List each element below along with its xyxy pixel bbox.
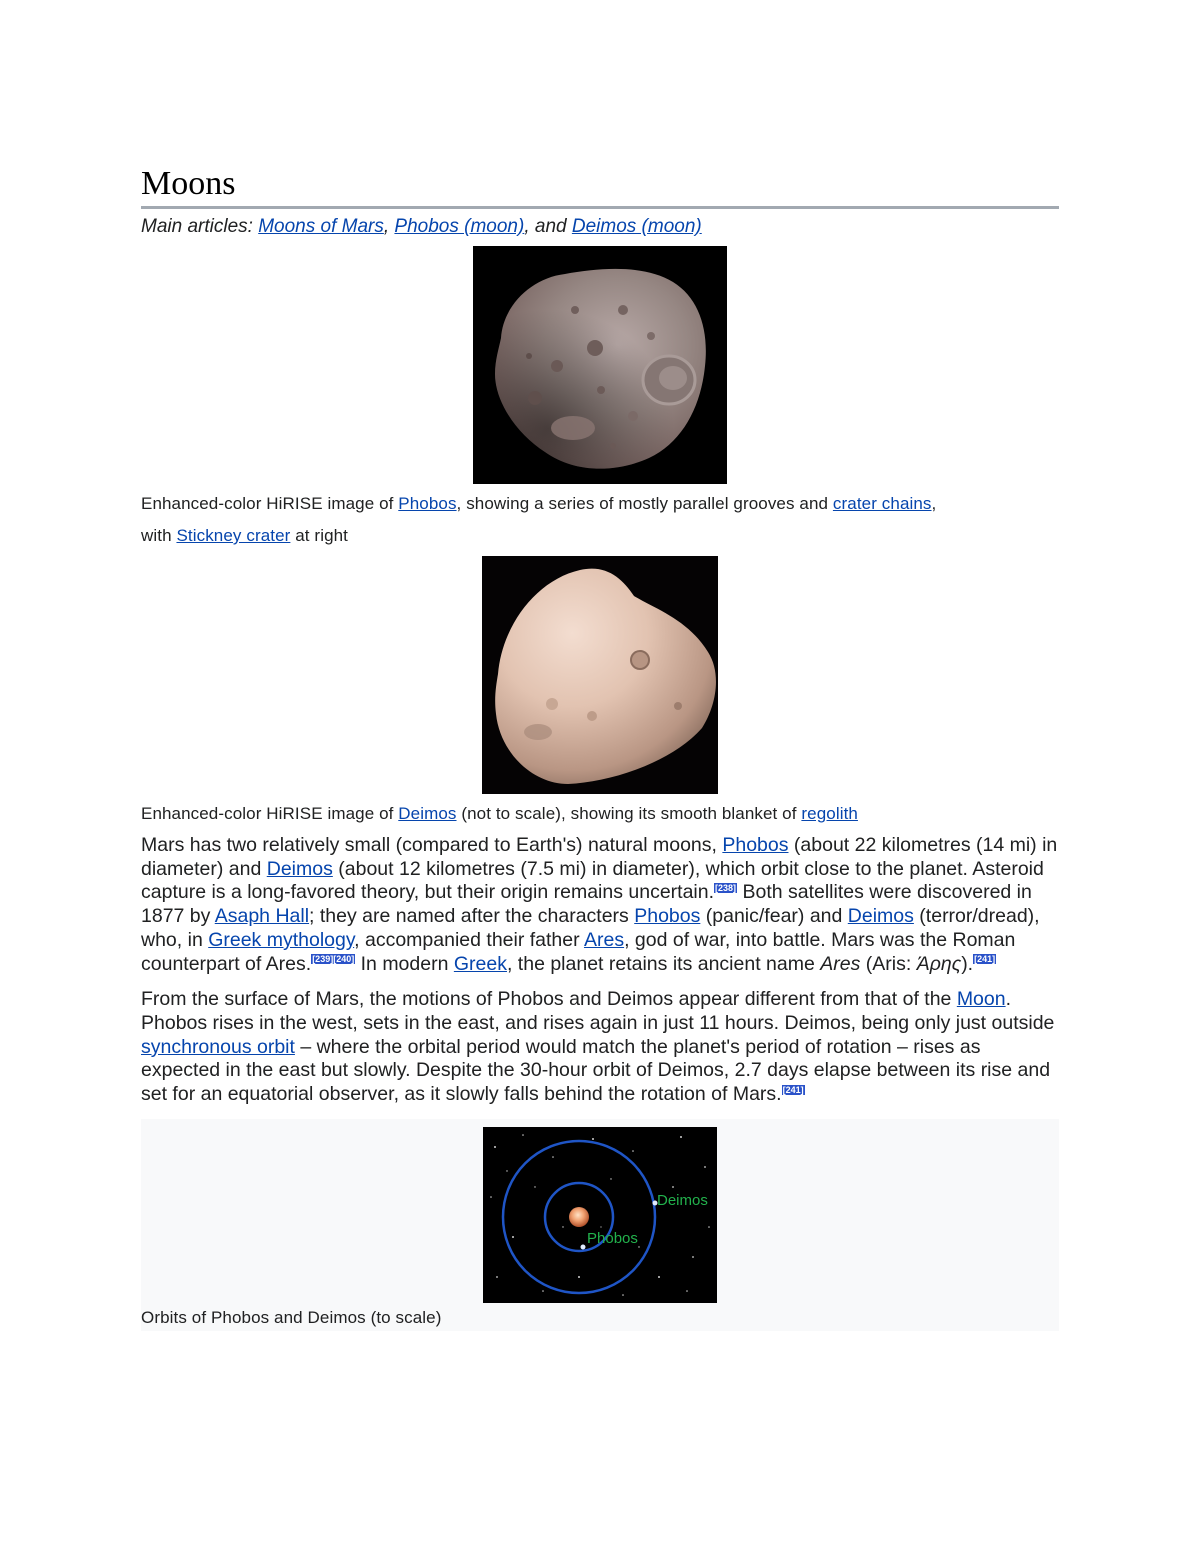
text: From the surface of Mars, the motions of Phobos and Deimos appear different from that of the bbox=[141, 988, 957, 1011]
deimos-image[interactable] bbox=[482, 556, 718, 794]
caption-text: Enhanced-color HiRISE image of bbox=[141, 804, 399, 823]
text: – where the orbital period would match the planet's period of rotation – rises as expected in the east but slowly. Despite the 30-hour orbit of Deimos, 2.7 days elapse between its rise and set for an equatorial observer, as it slowly falls behind the rotation of Mars. bbox=[141, 1035, 1051, 1106]
ref-239-240[interactable]: [239][240] bbox=[312, 954, 355, 965]
text: , god of war, into battle. Mars was the Roman counterpart of Ares. bbox=[141, 928, 1016, 975]
paragraph-moon-motions bbox=[141, 988, 1059, 1107]
figure-phobos bbox=[141, 246, 1059, 552]
text: , accompanied their father bbox=[354, 928, 584, 951]
caption-text: , showing a series of mostly parallel grooves and bbox=[456, 494, 833, 513]
text: (Aris: bbox=[860, 952, 917, 975]
ref-241[interactable]: [241] bbox=[782, 1084, 804, 1095]
paragraph-moons-intro bbox=[141, 834, 1059, 976]
link-regolith[interactable]: regolith bbox=[801, 804, 858, 823]
link-deimos[interactable]: Deimos bbox=[266, 857, 333, 880]
link-deimos[interactable]: Deimos bbox=[398, 804, 457, 823]
deimos-caption bbox=[141, 798, 1059, 830]
text: In modern bbox=[355, 952, 454, 975]
link-deimos-mythology[interactable]: Deimos bbox=[847, 905, 914, 928]
reference bbox=[782, 1085, 805, 1095]
link-phobos[interactable]: Phobos bbox=[398, 494, 457, 513]
hatnote-sep: , bbox=[383, 216, 395, 237]
phobos-image[interactable] bbox=[473, 246, 727, 484]
phobos-caption bbox=[141, 488, 1059, 552]
text: Mars has two relatively small (compared to Earth's) natural moons, bbox=[141, 834, 723, 856]
text: (terror/dread), who, in bbox=[141, 905, 1040, 951]
text: , the planet retains its ancient name bbox=[506, 952, 821, 975]
text: . Phobos rises in the west, sets in the east, and rises again in just 11 hours. Deimos, being only just outside bbox=[141, 988, 1055, 1034]
link-asaph-hall[interactable]: Asaph Hall bbox=[214, 905, 310, 928]
link-stickney-crater[interactable]: Stickney crater bbox=[176, 526, 291, 545]
hatnote bbox=[141, 214, 1059, 240]
deimos-illustration bbox=[482, 556, 718, 794]
caption-text: , bbox=[931, 494, 937, 513]
italic-ares: Ares bbox=[820, 952, 861, 975]
caption-text: Enhanced-color HiRISE image of bbox=[141, 494, 399, 513]
text: Both satellites were discovered in 1877 by bbox=[141, 881, 1032, 928]
link-ares[interactable]: Ares bbox=[583, 928, 625, 951]
article-section bbox=[141, 160, 1059, 1331]
figure-orbits bbox=[141, 1119, 1059, 1331]
link-deimos-moon[interactable]: Deimos (moon) bbox=[571, 216, 702, 237]
mars-planet bbox=[569, 1207, 589, 1227]
text: ; they are named after the characters bbox=[309, 905, 635, 928]
figure-deimos bbox=[141, 556, 1059, 830]
deimos-label: Deimos bbox=[657, 1191, 708, 1209]
link-phobos-moon[interactable]: Phobos (moon) bbox=[394, 216, 525, 237]
section-heading: Moons bbox=[141, 160, 1059, 209]
text: (about 12 kilometres (7.5 mi) in diameter), which orbit close to the planet. Asteroid capture is a long-favored theory, but their origin remains uncertain. bbox=[141, 857, 1044, 904]
link-moons-of-mars[interactable]: Moons of Mars bbox=[258, 216, 384, 237]
text: (about 22 kilometres (14 mi) in diameter) and bbox=[141, 834, 1058, 880]
reference bbox=[973, 954, 996, 964]
link-moon[interactable]: Moon bbox=[956, 988, 1006, 1011]
phobos-label: Phobos bbox=[587, 1229, 638, 1247]
reference bbox=[714, 883, 737, 893]
caption-text: with bbox=[141, 526, 177, 545]
link-phobos-mythology[interactable]: Phobos bbox=[634, 905, 701, 928]
link-greek[interactable]: Greek bbox=[453, 952, 507, 975]
phobos-illustration bbox=[473, 246, 727, 484]
phobos-dot bbox=[581, 1244, 586, 1249]
caption-text: (not to scale), showing its smooth blanket of bbox=[456, 804, 802, 823]
hatnote-sep: , and bbox=[524, 216, 572, 237]
text: (panic/fear) and bbox=[700, 905, 848, 928]
orbits-image[interactable] bbox=[483, 1127, 717, 1303]
hatnote-prefix: Main articles: bbox=[141, 216, 259, 237]
text: ). bbox=[961, 952, 974, 975]
reference bbox=[311, 954, 355, 964]
ref-238[interactable]: [238] bbox=[715, 882, 737, 893]
link-crater-chains[interactable]: crater chains bbox=[832, 494, 932, 513]
link-greek-mythology[interactable]: Greek mythology bbox=[208, 928, 355, 951]
ref-241[interactable]: [241] bbox=[974, 954, 996, 965]
caption-text: at right bbox=[290, 526, 349, 545]
link-synchronous-orbit[interactable]: synchronous orbit bbox=[141, 1035, 295, 1058]
link-phobos[interactable]: Phobos bbox=[722, 834, 789, 856]
orbits-diagram bbox=[483, 1127, 717, 1303]
italic-greek-name: Άρης bbox=[916, 952, 962, 975]
orbits-caption: Orbits of Phobos and Deimos (to scale) bbox=[141, 1307, 442, 1327]
